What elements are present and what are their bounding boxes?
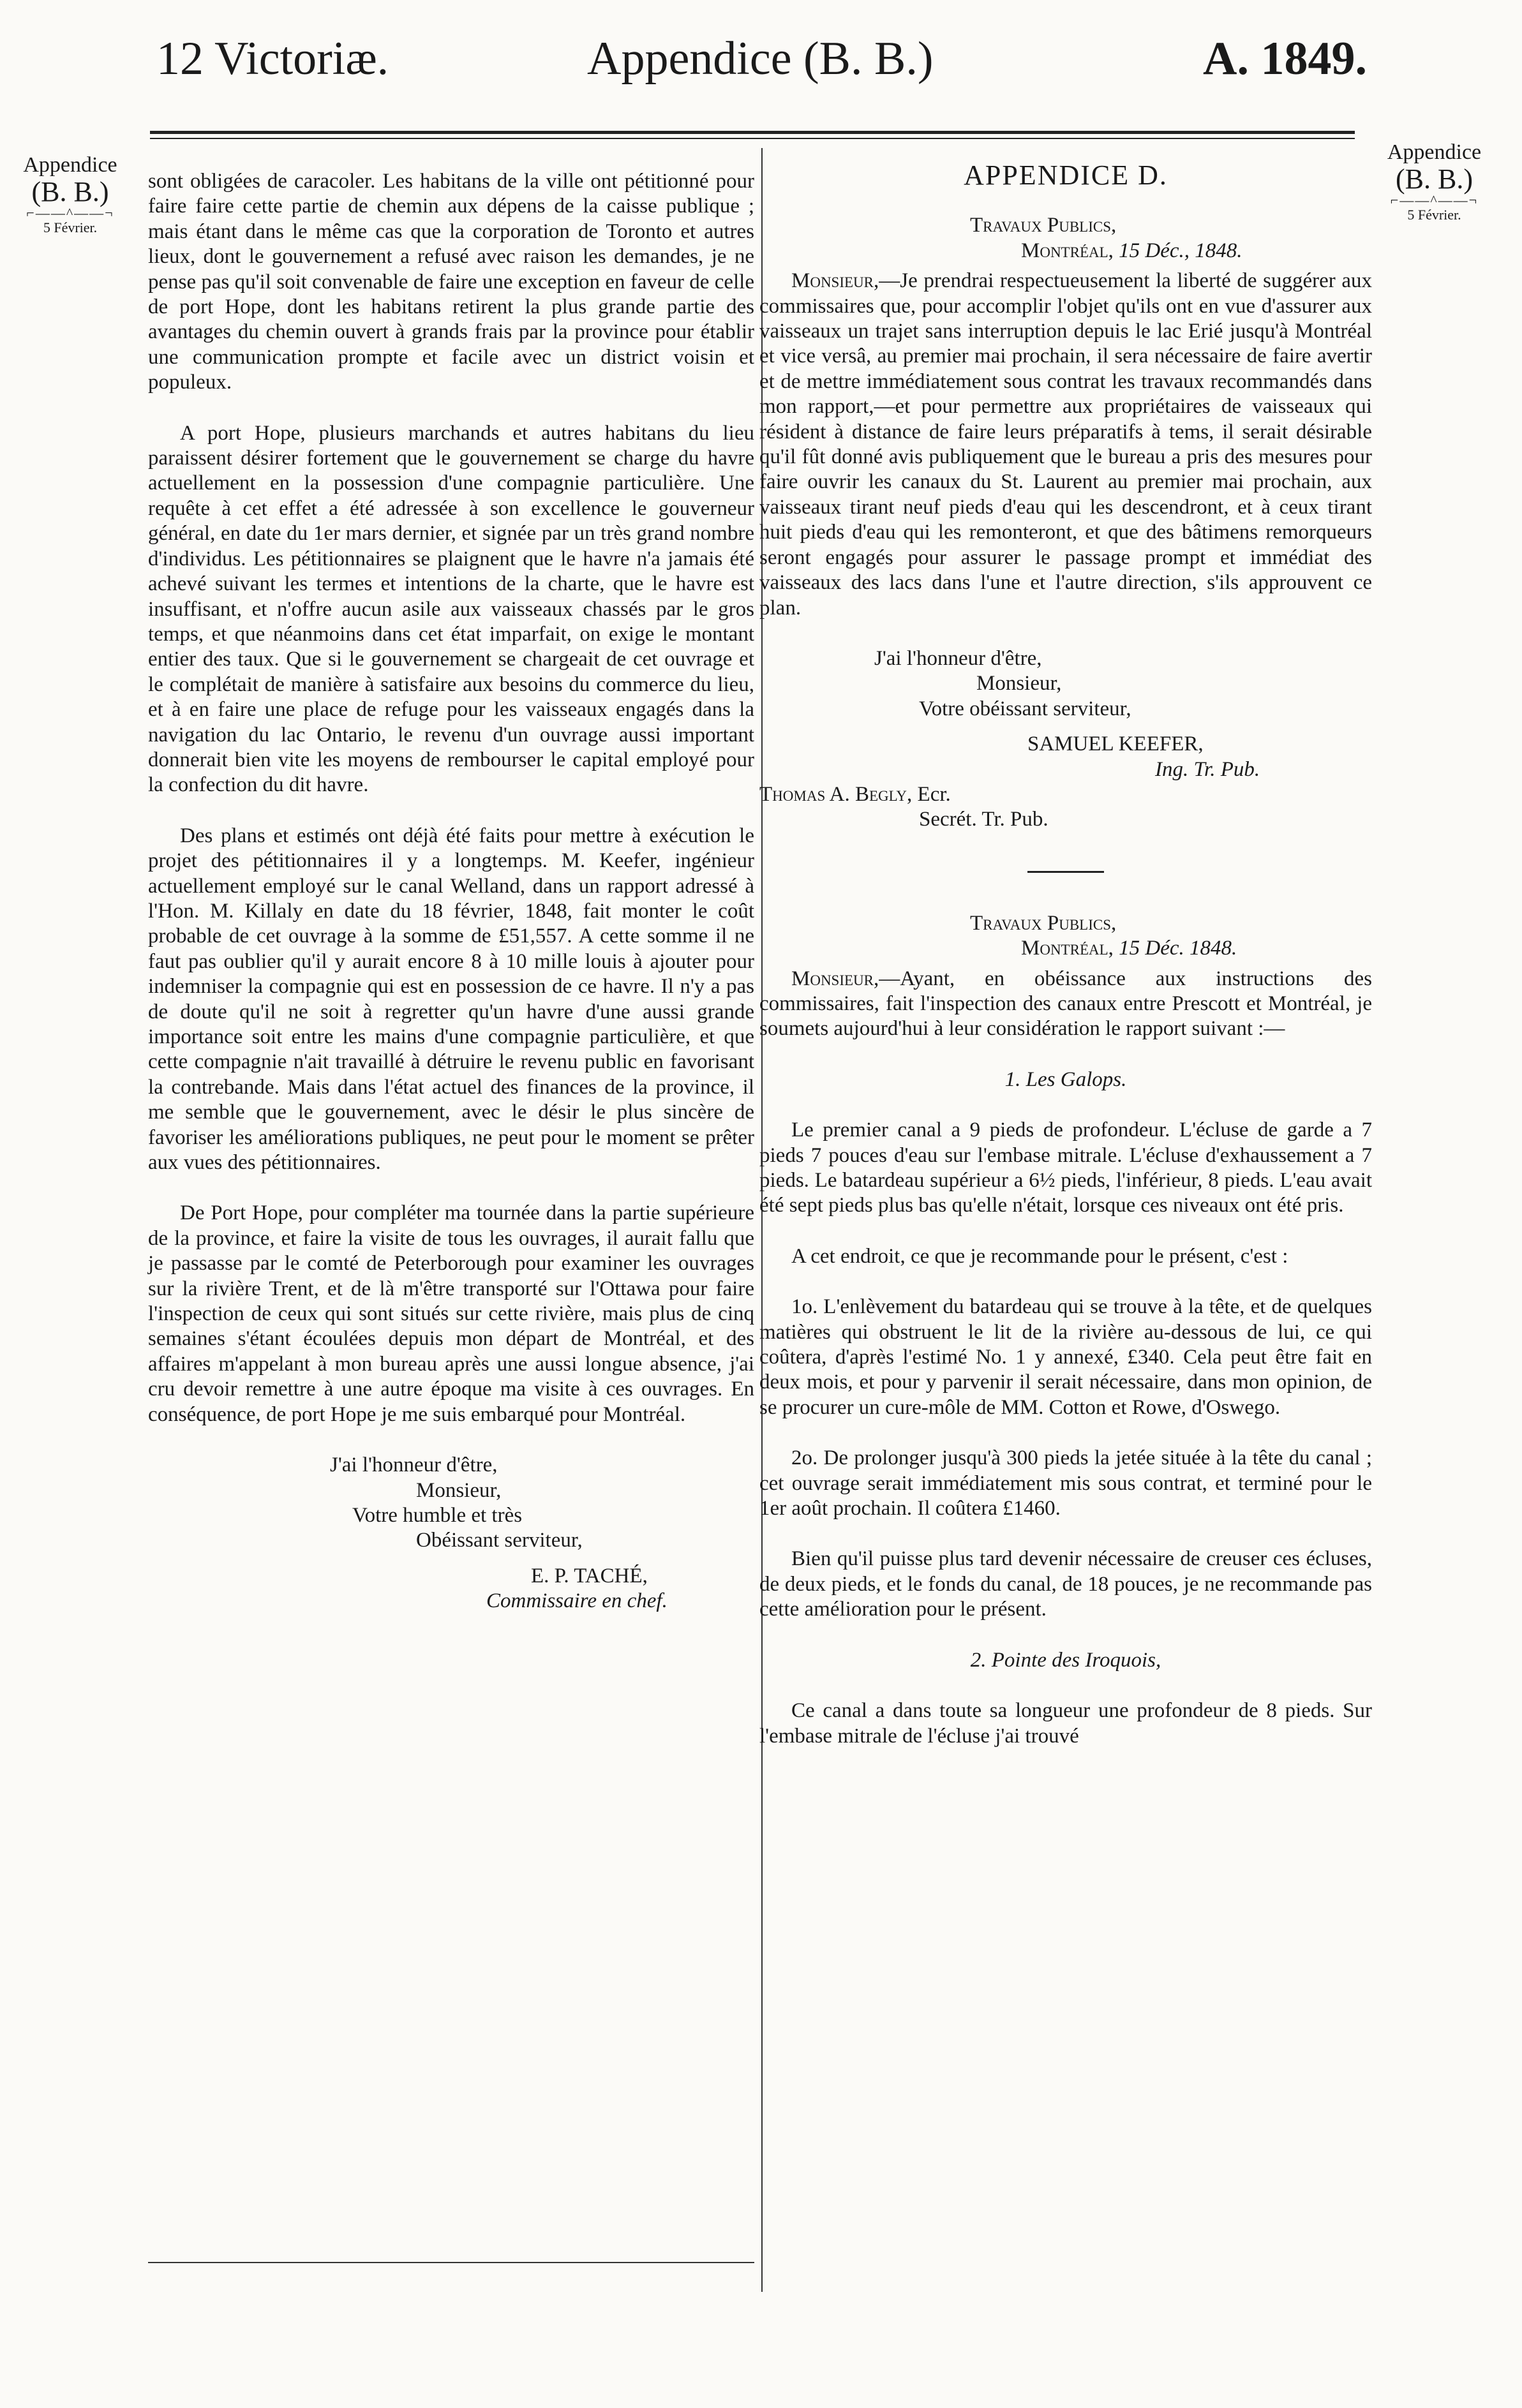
letter1-signer-name: SAMUEL KEEFER,: [1027, 732, 1204, 756]
closing-line: Monsieur,: [416, 1478, 502, 1502]
header-rule-thin: [150, 138, 1355, 139]
letter1-closing: [759, 646, 1372, 833]
header-left: 12 Victoriæ.: [156, 33, 389, 85]
left-paragraph-3: Des plans et estimés ont déjà été faits pour mettre à exécution le projet des pétitionnaires il y a longtemps. M. Keefer, ingénieur actuellement employé sur le canal Welland, dans un rapport adressé à l'Hon. M. Killaly en date du 18 février, 1848, fait monter le coût probable de cet ouvrage à la somme de £51,557. A cette somme il ne faut pas oublier qu'il y aurait encore 8 à 10 mille louis à ajouter pour indemniser la compagnie qui est en possession de ce havre. Il n'y a pas de doute qu'il ne soit à regretter qu'un havre d'une aussi grande importance soit entre les mains d'une compagnie particulière, et que cette compagnie n'ait travaillé à détruire le revenu public en favorisant la contrebande. Mais dans l'état actuel des finances de la province, il me semble que le gouvernement, avec le désir le plus sincère de favoriser les améliorations publiques, ne peut pour le moment se prêter aux vues des pétitionnaires.: [148, 824, 754, 1175]
section-2-paragraph: Ce canal a dans toute sa longueur une profondeur de 8 pieds. Sur l'embase mitrale de l'écluse j'ai trouvé: [759, 1699, 1372, 1748]
appendix-title: APPENDICE D.: [964, 160, 1168, 191]
margin-left-brace: ⌐——^——¬: [26, 205, 114, 221]
closing-line: Votre obéissant serviteur,: [919, 697, 1131, 720]
letter1-dateline: [759, 213, 1372, 264]
section-1-paragraph: A cet endroit, ce que je recommande pour le présent, c'est :: [791, 1244, 1288, 1268]
left-paragraph-4: De Port Hope, pour compléter ma tournée dans la partie supérieure de la province, et faire la visite de tous les ouvrages, il aurait fallu que je passasse par le comté de Peterborough pour examiner les ouvrages sur la rivière Trent, et de là m'être transporté sur l'Ottawa pour faire l'inspection de ceux qui sont situés sur cette rivière, mais plus de cinq semaines s'étant écoulées depuis mon départ de Montréal, et des affaires m'appelant à mon bureau après une aussi longue absence, j'ai cru devoir remettre à une autre époque ma visite à ces ouvrages. En conséquence, de port Hope je me suis embarqué pour Montréal.: [148, 1201, 754, 1426]
margin-right-appendice: Appendice: [1387, 140, 1482, 164]
section-1-paragraph: 2o. De prolonger jusqu'à 300 pieds la jetée située à la tête du canal ; cet ouvrage serait immédiatement mis sous contrat, et terminé pour le 1er août prochain. Il coûtera £1460.: [759, 1446, 1372, 1520]
header-rule-thick: [150, 131, 1355, 134]
left-bottom-rule: [148, 2262, 754, 2263]
margin-note-right: [1362, 140, 1506, 223]
letter1-place: Montréal,: [1021, 239, 1114, 262]
left-column: [148, 169, 754, 1614]
left-closing: [148, 1453, 754, 1614]
letter-separator: [1027, 871, 1104, 873]
margin-left-bb: (B. B.): [31, 176, 109, 207]
letter2-salutation: Monsieur,: [791, 967, 879, 990]
section-1-heading: 1. Les Galops.: [1004, 1067, 1127, 1091]
closing-line: J'ai l'honneur d'être,: [874, 646, 1042, 670]
letter1-addressee-title: Secrét. Tr. Pub.: [919, 808, 1048, 831]
section-1-paragraph: 1o. L'enlèvement du batardeau qui se trouve à la tête, et de quelques matières qui obstruent le lit de la rivière au-dessous de lui, ce qui coûtera, d'après l'estimé No. 1 y annexé, £340. Cela peut être fait en deux mois, et pour y parvenir il serait nécessaire, dans mon opinion, de se procurer un cure-môle de MM. Cotton et Rowe, d'Oswego.: [759, 1295, 1372, 1419]
letter2-dateline: [759, 911, 1372, 962]
closing-line: J'ai l'honneur d'être,: [330, 1453, 498, 1477]
letter1-addressee-suffix: Ecr.: [912, 782, 951, 806]
letter1-addressee: Thomas A. Begly,: [759, 782, 913, 806]
letter2-office: Travaux Publics,: [970, 911, 1117, 935]
section-2-heading: 2. Pointe des Iroquois,: [970, 1648, 1161, 1672]
signer-title: Commissaire en chef.: [486, 1589, 668, 1613]
header-right: A. 1849.: [1203, 33, 1367, 85]
letter1-signer-title: Ing. Tr. Pub.: [1155, 757, 1260, 781]
closing-line: Votre humble et très: [352, 1503, 523, 1527]
closing-line: Monsieur,: [976, 672, 1062, 695]
letter1-date: 15 Déc., 1848.: [1119, 239, 1242, 262]
right-column: [759, 160, 1372, 1774]
header-center: Appendice (B. B.): [587, 33, 934, 85]
letter1-body: —Je prendrai respectueusement la liberté de suggérer aux commissaires que, pour accomplir l'objet qu'ils ont en vue d'assurer aux vaisseaux un trajet sans interruption depuis le lac Erié jusqu'à Montréal et vice versâ, au premier mai prochain, il sera nécessaire de faire avertir et de mettre immédiatement sous contrat les travaux recommandés dans mon rapport,—et pour permettre aux propriétaires de vaisseaux qui résident à distance de faire leurs préparatifs à tems, il serait désirable qu'il fût donné avis publiquement que le bureau a pris des mesures pour faire ouvrir les canaux du St. Laurent au premier mai prochain, aux vaisseaux tirant neuf pieds d'eau qui les descendront, et à ceux tirant huit pieds d'eau qui les remonteront, et que des bâtimens remorqueurs seront engagés pour assurer le passage prompt et immédiat des vaisseaux des lacs dans l'une et l'autre direction, s'ils approuvent ce plan.: [759, 269, 1372, 620]
letter2-place: Montréal,: [1021, 937, 1114, 960]
letter1-salutation: Monsieur,: [791, 269, 879, 293]
section-1-paragraph: Bien qu'il puisse plus tard devenir nécessaire de creuser ces écluses, de deux pieds, et le fonds du canal, de 18 pouces, je ne recommande pas cette amélioration pour le présent.: [759, 1547, 1372, 1621]
letter2-intro: —Ayant, en obéissance aux instructions des commissaires, fait l'inspection des canaux entre Prescott et Montréal, je soumets aujourd'hui à leur considération le rapport suivant :—: [759, 967, 1372, 1041]
margin-left-appendice: Appendice: [23, 153, 117, 177]
left-paragraph-2: A port Hope, plusieurs marchands et autres habitans du lieu paraissent désirer fortement que le gouvernement se charge du havre actuellement en la possession d'une compagnie particulière. Une requête à cet effet a été adressée à son excellence le gouverneur général, en date du 1er mars dernier, et signée par un très grand nombre d'individus. Les pétitionnaires se plaignent que le havre n'a jamais été achevé suivant les termes et intentions de la charte, que le havre est insuffisant, et n'offre aucun asile aux vaisseaux chassés par le gros temps, et que néanmoins dans cet état imparfait, on exige le montant entier des taux. Que si le gouvernement se chargeait de cet ouvrage et le complétait de manière à satisfaire aux besoins du commerce du lieu, et à en faire une place de refuge pour les vaisseaux engagés dans la navigation du lac Ontario, le revenu d'un ouvrage aussi important donnerait bien vite les moyens de rembourser le capital employé pour la confection du dit havre.: [148, 421, 754, 797]
section-1-paragraph: Le premier canal a 9 pieds de profondeur. L'écluse de garde a 7 pieds 7 pouces d'eau sur l'embase mitrale. L'écluse d'exhaussement a 7 pieds. Le batardeau supérieur a 6½ pieds, l'inférieur, 8 pieds. L'eau avait été sept pieds plus bas qu'elle n'était, lorsque ces niveaux ont été pris.: [759, 1119, 1372, 1217]
margin-right-date: 5 Février.: [1407, 207, 1461, 223]
left-paragraph-1: sont obligées de caracoler. Les habitans de la ville ont pétitionné pour faire faire cette partie de chemin aux dépens de la caisse publique ; mais étant dans le même cas que la corporation de Toronto et autres lieux, dont le gouvernement a refusé avec raison les demandes, je ne pense pas qu'il soit convenable de faire une exception en faveur de celle de port Hope, dont les habitans retirent la plus grande partie des avantages du chemin ouvert à grands frais par la province pour établir une communication prompte et facile avec un district voisin et populeux.: [148, 170, 754, 394]
margin-left-date: 5 Février.: [43, 219, 98, 235]
margin-note-left: [0, 153, 140, 236]
letter1-office: Travaux Publics,: [970, 214, 1117, 237]
signer-name: E. P. TACHÉ,: [531, 1564, 648, 1587]
closing-line: Obéissant serviteur,: [416, 1529, 583, 1552]
margin-right-brace: ⌐——^——¬: [1390, 192, 1479, 208]
margin-right-bb: (B. B.): [1396, 163, 1473, 195]
letter2-date: 15 Déc. 1848.: [1119, 937, 1237, 960]
